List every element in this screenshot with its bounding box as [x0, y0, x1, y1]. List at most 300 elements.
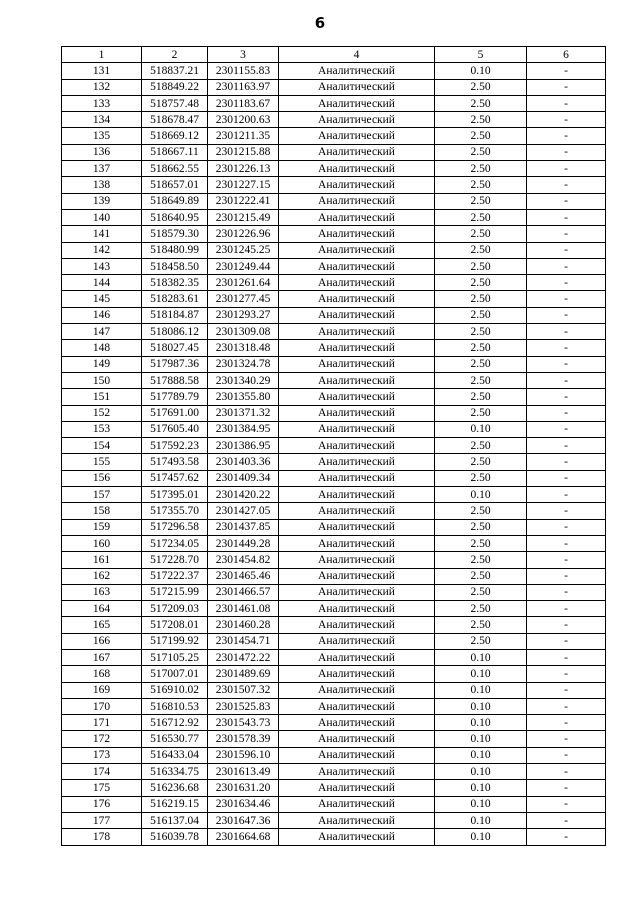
note-cell: -: [527, 747, 606, 763]
table-row: [62, 812, 606, 828]
table-row: [62, 617, 606, 633]
y-coordinate-cell: 2301578.39: [208, 731, 279, 747]
point-number-cell: 165: [62, 617, 142, 633]
table-row: [62, 666, 606, 682]
table-row: [62, 568, 606, 584]
column-header-1: 1: [62, 47, 142, 63]
point-number-cell: 133: [62, 95, 142, 111]
x-coordinate-cell: 517208.01: [142, 617, 208, 633]
accuracy-cell: 2.50: [435, 438, 527, 454]
x-coordinate-cell: 518662.55: [142, 161, 208, 177]
note-cell: -: [527, 209, 606, 225]
accuracy-cell: 2.50: [435, 405, 527, 421]
x-coordinate-cell: 517605.40: [142, 421, 208, 437]
y-coordinate-cell: 2301449.28: [208, 535, 279, 551]
method-cell: Аналитический: [279, 226, 435, 242]
point-number-cell: 148: [62, 340, 142, 356]
x-coordinate-cell: 518757.48: [142, 95, 208, 111]
y-coordinate-cell: 2301634.46: [208, 796, 279, 812]
point-number-cell: 151: [62, 389, 142, 405]
x-coordinate-cell: 517888.58: [142, 372, 208, 388]
y-coordinate-cell: 2301461.08: [208, 601, 279, 617]
x-coordinate-cell: 518669.12: [142, 128, 208, 144]
table-row: [62, 633, 606, 649]
method-cell: Аналитический: [279, 112, 435, 128]
point-number-cell: 161: [62, 552, 142, 568]
y-coordinate-cell: 2301427.05: [208, 503, 279, 519]
x-coordinate-cell: 516910.02: [142, 682, 208, 698]
accuracy-cell: 2.50: [435, 633, 527, 649]
table-row: [62, 324, 606, 340]
y-coordinate-cell: 2301386.95: [208, 438, 279, 454]
table-row: [62, 764, 606, 780]
table-row: [62, 405, 606, 421]
note-cell: -: [527, 503, 606, 519]
table-row: [62, 177, 606, 193]
note-cell: -: [527, 812, 606, 828]
accuracy-cell: 2.50: [435, 356, 527, 372]
x-coordinate-cell: 516810.53: [142, 698, 208, 714]
point-number-cell: 164: [62, 601, 142, 617]
note-cell: -: [527, 633, 606, 649]
note-cell: -: [527, 324, 606, 340]
column-header-2: 2: [142, 47, 208, 63]
y-coordinate-cell: 2301543.73: [208, 715, 279, 731]
accuracy-cell: 2.50: [435, 503, 527, 519]
accuracy-cell: 0.10: [435, 747, 527, 763]
table-row: [62, 796, 606, 812]
y-coordinate-cell: 2301215.88: [208, 144, 279, 160]
y-coordinate-cell: 2301215.49: [208, 209, 279, 225]
note-cell: -: [527, 682, 606, 698]
table-row: [62, 258, 606, 274]
table-header-row: [62, 47, 606, 63]
method-cell: Аналитический: [279, 666, 435, 682]
column-header-6: 6: [527, 47, 606, 63]
y-coordinate-cell: 2301613.49: [208, 764, 279, 780]
y-coordinate-cell: 2301409.34: [208, 470, 279, 486]
y-coordinate-cell: 2301647.36: [208, 812, 279, 828]
method-cell: Аналитический: [279, 209, 435, 225]
point-number-cell: 163: [62, 584, 142, 600]
note-cell: -: [527, 666, 606, 682]
note-cell: -: [527, 584, 606, 600]
method-cell: Аналитический: [279, 487, 435, 503]
x-coordinate-cell: 517105.25: [142, 649, 208, 665]
x-coordinate-cell: 517007.01: [142, 666, 208, 682]
method-cell: Аналитический: [279, 128, 435, 144]
x-coordinate-cell: 518657.01: [142, 177, 208, 193]
table-row: [62, 340, 606, 356]
y-coordinate-cell: 2301183.67: [208, 95, 279, 111]
point-number-cell: 132: [62, 79, 142, 95]
y-coordinate-cell: 2301355.80: [208, 389, 279, 405]
method-cell: Аналитический: [279, 372, 435, 388]
accuracy-cell: 0.10: [435, 715, 527, 731]
method-cell: Аналитический: [279, 144, 435, 160]
point-number-cell: 166: [62, 633, 142, 649]
point-number-cell: 174: [62, 764, 142, 780]
x-coordinate-cell: 516712.92: [142, 715, 208, 731]
table-row: [62, 698, 606, 714]
accuracy-cell: 0.10: [435, 421, 527, 437]
accuracy-cell: 2.50: [435, 95, 527, 111]
x-coordinate-cell: 516236.68: [142, 780, 208, 796]
note-cell: -: [527, 340, 606, 356]
note-cell: -: [527, 519, 606, 535]
y-coordinate-cell: 2301420.22: [208, 487, 279, 503]
x-coordinate-cell: 516219.15: [142, 796, 208, 812]
x-coordinate-cell: 517987.36: [142, 356, 208, 372]
method-cell: Аналитический: [279, 519, 435, 535]
method-cell: Аналитический: [279, 568, 435, 584]
point-number-cell: 173: [62, 747, 142, 763]
note-cell: -: [527, 796, 606, 812]
method-cell: Аналитический: [279, 649, 435, 665]
point-number-cell: 134: [62, 112, 142, 128]
point-number-cell: 138: [62, 177, 142, 193]
x-coordinate-cell: 517395.01: [142, 487, 208, 503]
point-number-cell: 144: [62, 275, 142, 291]
method-cell: Аналитический: [279, 161, 435, 177]
accuracy-cell: 2.50: [435, 291, 527, 307]
y-coordinate-cell: 2301664.68: [208, 829, 279, 845]
point-number-cell: 176: [62, 796, 142, 812]
point-number-cell: 150: [62, 372, 142, 388]
x-coordinate-cell: 517789.79: [142, 389, 208, 405]
y-coordinate-cell: 2301437.85: [208, 519, 279, 535]
method-cell: Аналитический: [279, 389, 435, 405]
table-row: [62, 356, 606, 372]
method-cell: Аналитический: [279, 242, 435, 258]
x-coordinate-cell: 516039.78: [142, 829, 208, 845]
y-coordinate-cell: 2301261.64: [208, 275, 279, 291]
table-row: [62, 275, 606, 291]
note-cell: -: [527, 95, 606, 111]
note-cell: -: [527, 764, 606, 780]
accuracy-cell: 2.50: [435, 161, 527, 177]
note-cell: -: [527, 535, 606, 551]
accuracy-cell: 0.10: [435, 829, 527, 845]
point-number-cell: 171: [62, 715, 142, 731]
point-number-cell: 172: [62, 731, 142, 747]
note-cell: -: [527, 112, 606, 128]
x-coordinate-cell: 518283.61: [142, 291, 208, 307]
note-cell: -: [527, 372, 606, 388]
point-number-cell: 139: [62, 193, 142, 209]
table-row: [62, 128, 606, 144]
method-cell: Аналитический: [279, 193, 435, 209]
point-number-cell: 178: [62, 829, 142, 845]
x-coordinate-cell: 518027.45: [142, 340, 208, 356]
point-number-cell: 137: [62, 161, 142, 177]
accuracy-cell: 0.10: [435, 682, 527, 698]
y-coordinate-cell: 2301371.32: [208, 405, 279, 421]
method-cell: Аналитический: [279, 340, 435, 356]
method-cell: Аналитический: [279, 356, 435, 372]
method-cell: Аналитический: [279, 438, 435, 454]
table-body: [62, 63, 606, 845]
x-coordinate-cell: 516530.77: [142, 731, 208, 747]
point-number-cell: 136: [62, 144, 142, 160]
y-coordinate-cell: 2301226.13: [208, 161, 279, 177]
table-row: [62, 503, 606, 519]
column-header-5: 5: [435, 47, 527, 63]
y-coordinate-cell: 2301384.95: [208, 421, 279, 437]
y-coordinate-cell: 2301465.46: [208, 568, 279, 584]
table-row: [62, 454, 606, 470]
accuracy-cell: 2.50: [435, 584, 527, 600]
x-coordinate-cell: 518667.11: [142, 144, 208, 160]
method-cell: Аналитический: [279, 796, 435, 812]
method-cell: Аналитический: [279, 764, 435, 780]
y-coordinate-cell: 2301454.82: [208, 552, 279, 568]
y-coordinate-cell: 2301596.10: [208, 747, 279, 763]
method-cell: Аналитический: [279, 601, 435, 617]
point-number-cell: 162: [62, 568, 142, 584]
point-number-cell: 175: [62, 780, 142, 796]
table-row: [62, 372, 606, 388]
y-coordinate-cell: 2301200.63: [208, 112, 279, 128]
accuracy-cell: 2.50: [435, 258, 527, 274]
accuracy-cell: 2.50: [435, 193, 527, 209]
table-row: [62, 715, 606, 731]
point-number-cell: 131: [62, 63, 142, 79]
table-row: [62, 112, 606, 128]
note-cell: -: [527, 405, 606, 421]
note-cell: -: [527, 177, 606, 193]
note-cell: -: [527, 731, 606, 747]
note-cell: -: [527, 780, 606, 796]
note-cell: -: [527, 389, 606, 405]
table-row: [62, 470, 606, 486]
x-coordinate-cell: 518579.30: [142, 226, 208, 242]
y-coordinate-cell: 2301211.35: [208, 128, 279, 144]
y-coordinate-cell: 2301227.15: [208, 177, 279, 193]
accuracy-cell: 0.10: [435, 63, 527, 79]
accuracy-cell: 2.50: [435, 226, 527, 242]
method-cell: Аналитический: [279, 421, 435, 437]
method-cell: Аналитический: [279, 307, 435, 323]
note-cell: -: [527, 698, 606, 714]
table-row: [62, 193, 606, 209]
table-row: [62, 307, 606, 323]
table-row: [62, 747, 606, 763]
accuracy-cell: 2.50: [435, 535, 527, 551]
note-cell: -: [527, 601, 606, 617]
y-coordinate-cell: 2301155.83: [208, 63, 279, 79]
x-coordinate-cell: 518837.21: [142, 63, 208, 79]
x-coordinate-cell: 518649.89: [142, 193, 208, 209]
point-number-cell: 146: [62, 307, 142, 323]
accuracy-cell: 0.10: [435, 780, 527, 796]
table-row: [62, 421, 606, 437]
y-coordinate-cell: 2301454.71: [208, 633, 279, 649]
x-coordinate-cell: 517228.70: [142, 552, 208, 568]
table-row: [62, 780, 606, 796]
method-cell: Аналитический: [279, 715, 435, 731]
point-number-cell: 158: [62, 503, 142, 519]
note-cell: -: [527, 226, 606, 242]
table-row: [62, 829, 606, 845]
point-number-cell: 167: [62, 649, 142, 665]
method-cell: Аналитический: [279, 324, 435, 340]
table-row: [62, 487, 606, 503]
point-number-cell: 168: [62, 666, 142, 682]
y-coordinate-cell: 2301525.83: [208, 698, 279, 714]
accuracy-cell: 2.50: [435, 79, 527, 95]
table-row: [62, 63, 606, 79]
table-row: [62, 242, 606, 258]
table-row: [62, 389, 606, 405]
point-number-cell: 160: [62, 535, 142, 551]
point-number-cell: 143: [62, 258, 142, 274]
point-number-cell: 156: [62, 470, 142, 486]
note-cell: -: [527, 438, 606, 454]
table-row: [62, 649, 606, 665]
y-coordinate-cell: 2301472.22: [208, 649, 279, 665]
x-coordinate-cell: 518458.50: [142, 258, 208, 274]
point-number-cell: 147: [62, 324, 142, 340]
note-cell: -: [527, 307, 606, 323]
x-coordinate-cell: 518480.99: [142, 242, 208, 258]
method-cell: Аналитический: [279, 177, 435, 193]
table-row: [62, 438, 606, 454]
table-row: [62, 161, 606, 177]
accuracy-cell: 2.50: [435, 470, 527, 486]
y-coordinate-cell: 2301489.69: [208, 666, 279, 682]
accuracy-cell: 2.50: [435, 307, 527, 323]
x-coordinate-cell: 517209.03: [142, 601, 208, 617]
point-number-cell: 169: [62, 682, 142, 698]
method-cell: Аналитический: [279, 79, 435, 95]
note-cell: -: [527, 63, 606, 79]
point-number-cell: 145: [62, 291, 142, 307]
x-coordinate-cell: 516137.04: [142, 812, 208, 828]
table-row: [62, 682, 606, 698]
accuracy-cell: 2.50: [435, 144, 527, 160]
note-cell: -: [527, 568, 606, 584]
method-cell: Аналитический: [279, 633, 435, 649]
table-row: [62, 95, 606, 111]
method-cell: Аналитический: [279, 95, 435, 111]
method-cell: Аналитический: [279, 291, 435, 307]
point-number-cell: 142: [62, 242, 142, 258]
note-cell: -: [527, 617, 606, 633]
x-coordinate-cell: 517222.37: [142, 568, 208, 584]
method-cell: Аналитический: [279, 454, 435, 470]
note-cell: -: [527, 649, 606, 665]
method-cell: Аналитический: [279, 258, 435, 274]
accuracy-cell: 2.50: [435, 128, 527, 144]
accuracy-cell: 2.50: [435, 242, 527, 258]
y-coordinate-cell: 2301631.20: [208, 780, 279, 796]
x-coordinate-cell: 516433.04: [142, 747, 208, 763]
note-cell: -: [527, 715, 606, 731]
x-coordinate-cell: 516334.75: [142, 764, 208, 780]
y-coordinate-cell: 2301163.97: [208, 79, 279, 95]
accuracy-cell: 2.50: [435, 275, 527, 291]
page-number: 6: [314, 14, 326, 32]
method-cell: Аналитический: [279, 698, 435, 714]
accuracy-cell: 2.50: [435, 519, 527, 535]
y-coordinate-cell: 2301507.32: [208, 682, 279, 698]
accuracy-cell: 0.10: [435, 796, 527, 812]
table-row: [62, 535, 606, 551]
accuracy-cell: 2.50: [435, 454, 527, 470]
y-coordinate-cell: 2301324.78: [208, 356, 279, 372]
x-coordinate-cell: 518678.47: [142, 112, 208, 128]
point-number-cell: 153: [62, 421, 142, 437]
method-cell: Аналитический: [279, 535, 435, 551]
accuracy-cell: 0.10: [435, 666, 527, 682]
accuracy-cell: 0.10: [435, 698, 527, 714]
point-number-cell: 170: [62, 698, 142, 714]
accuracy-cell: 0.10: [435, 649, 527, 665]
point-number-cell: 135: [62, 128, 142, 144]
accuracy-cell: 2.50: [435, 177, 527, 193]
y-coordinate-cell: 2301309.08: [208, 324, 279, 340]
y-coordinate-cell: 2301466.57: [208, 584, 279, 600]
note-cell: -: [527, 487, 606, 503]
point-number-cell: 177: [62, 812, 142, 828]
column-header-4: 4: [279, 47, 435, 63]
method-cell: Аналитический: [279, 470, 435, 486]
note-cell: -: [527, 454, 606, 470]
table-row: [62, 144, 606, 160]
x-coordinate-cell: 517215.99: [142, 584, 208, 600]
accuracy-cell: 2.50: [435, 617, 527, 633]
method-cell: Аналитический: [279, 552, 435, 568]
accuracy-cell: 2.50: [435, 601, 527, 617]
y-coordinate-cell: 2301277.45: [208, 291, 279, 307]
y-coordinate-cell: 2301222.41: [208, 193, 279, 209]
x-coordinate-cell: 518382.35: [142, 275, 208, 291]
table-row: [62, 601, 606, 617]
y-coordinate-cell: 2301245.25: [208, 242, 279, 258]
method-cell: Аналитический: [279, 812, 435, 828]
note-cell: -: [527, 258, 606, 274]
note-cell: -: [527, 829, 606, 845]
note-cell: -: [527, 193, 606, 209]
method-cell: Аналитический: [279, 747, 435, 763]
note-cell: -: [527, 275, 606, 291]
x-coordinate-cell: 517234.05: [142, 535, 208, 551]
note-cell: -: [527, 242, 606, 258]
point-number-cell: 155: [62, 454, 142, 470]
accuracy-cell: 0.10: [435, 812, 527, 828]
method-cell: Аналитический: [279, 829, 435, 845]
note-cell: -: [527, 144, 606, 160]
point-number-cell: 152: [62, 405, 142, 421]
y-coordinate-cell: 2301226.96: [208, 226, 279, 242]
x-coordinate-cell: 518184.87: [142, 307, 208, 323]
method-cell: Аналитический: [279, 780, 435, 796]
y-coordinate-cell: 2301340.29: [208, 372, 279, 388]
y-coordinate-cell: 2301293.27: [208, 307, 279, 323]
method-cell: Аналитический: [279, 275, 435, 291]
accuracy-cell: 2.50: [435, 209, 527, 225]
x-coordinate-cell: 517457.62: [142, 470, 208, 486]
coordinates-table: [61, 46, 606, 846]
note-cell: -: [527, 161, 606, 177]
note-cell: -: [527, 470, 606, 486]
table-row: [62, 209, 606, 225]
point-number-cell: 141: [62, 226, 142, 242]
accuracy-cell: 2.50: [435, 112, 527, 128]
accuracy-cell: 2.50: [435, 372, 527, 388]
accuracy-cell: 0.10: [435, 731, 527, 747]
